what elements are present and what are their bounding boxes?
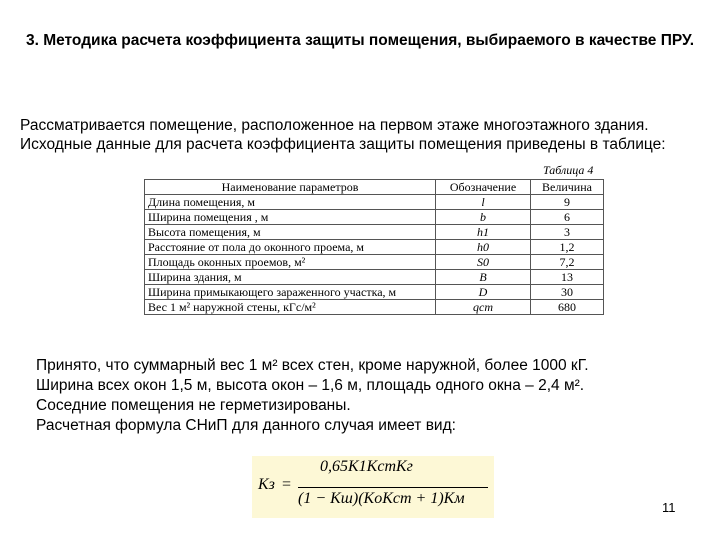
assumption-line: Принято, что суммарный вес 1 м² всех стен, кроме наружной, более 1000 кГ.	[36, 357, 589, 374]
param-value: 1,2	[531, 240, 604, 255]
param-name: Расстояние от пола до оконного проема, м	[145, 240, 436, 255]
param-name: Вес 1 м² наружной стены, кГс/м²	[145, 300, 436, 315]
formula-equals: =	[282, 476, 292, 493]
param-symbol: h0	[436, 240, 531, 255]
param-value: 3	[531, 225, 604, 240]
table-row	[145, 225, 604, 240]
fraction-bar	[298, 487, 488, 488]
table-caption: Таблица 4	[543, 163, 594, 177]
param-value: 30	[531, 285, 604, 300]
table-row	[145, 300, 604, 315]
param-symbol: b	[436, 210, 531, 225]
assumption-line: Расчетная формула СНиП для данного случая имеет вид:	[36, 417, 456, 434]
param-value: 680	[531, 300, 604, 315]
table-row	[145, 285, 604, 300]
page-number: 11	[662, 500, 676, 515]
column-header-value: Величина	[531, 180, 604, 195]
param-value: 7,2	[531, 255, 604, 270]
assumption-line: Соседние помещения не герметизированы.	[36, 397, 351, 414]
param-symbol: l	[436, 195, 531, 210]
assumption-line: Ширина всех окон 1,5 м, высота окон – 1,6 м, площадь одного окна – 2,4 м².	[36, 377, 585, 394]
param-value: 13	[531, 270, 604, 285]
param-name: Ширина помещения , м	[145, 210, 436, 225]
column-header-name: Наименование параметров	[145, 180, 436, 195]
param-symbol: h1	[436, 225, 531, 240]
formula-denominator: (1 − Kш)(KoKст + 1)Kм	[298, 490, 465, 507]
param-symbol: B	[436, 270, 531, 285]
param-name: Высота помещения, м	[145, 225, 436, 240]
column-header-symbol: Обозначение	[436, 180, 531, 195]
slide-title: 3. Методика расчета коэффициента защиты помещения, выбираемого в качестве ПРУ.	[25, 32, 695, 49]
table-row	[145, 240, 604, 255]
param-name: Ширина примыкающего зараженного участка, м	[145, 285, 436, 300]
formula-numerator: 0,65K1KстKг	[320, 458, 413, 475]
param-symbol: S0	[436, 255, 531, 270]
formula-lhs: Kз	[258, 476, 275, 493]
table-row	[145, 270, 604, 285]
param-symbol: qст	[436, 300, 531, 315]
param-name: Ширина здания, м	[145, 270, 436, 285]
param-name: Длина помещения, м	[145, 195, 436, 210]
assumptions-text	[36, 356, 706, 436]
param-name: Площадь оконных проемов, м²	[145, 255, 436, 270]
table-row	[145, 195, 604, 210]
param-value: 9	[531, 195, 604, 210]
param-symbol: D	[436, 285, 531, 300]
table-row	[145, 210, 604, 225]
table-row	[145, 255, 604, 270]
table-header-row	[145, 180, 604, 195]
formula	[252, 456, 494, 518]
intro-paragraph: Рассматривается помещение, расположенное на первом этаже многоэтажного здания. Исходные данные для расчета коэффициента защиты помещения приведены в таблице:	[20, 117, 666, 153]
param-value: 6	[531, 210, 604, 225]
parameters-table	[144, 179, 604, 315]
